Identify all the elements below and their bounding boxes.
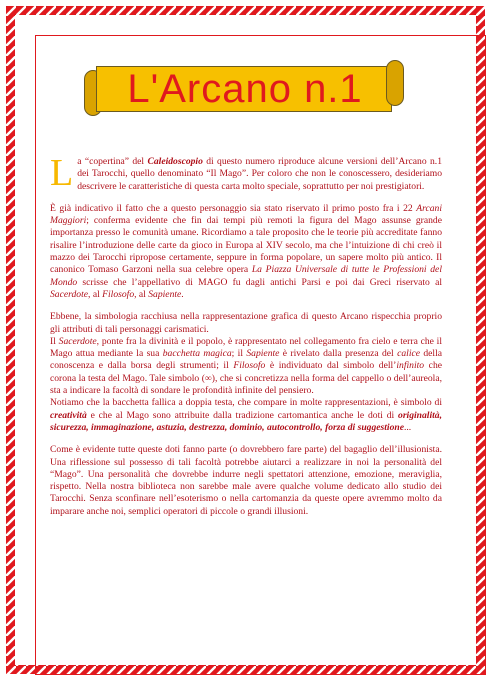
qualities-list: originalità, sicurezza, immaginazione, astuzia, destrezza, dominio, autocontrollo, forza di suggestione (50, 409, 442, 433)
term: calice (397, 348, 420, 360)
page-title: L'Arcano n.1 (127, 67, 363, 111)
paragraph-intro (50, 152, 442, 194)
text: ; conferma evidente che fin dai tempi più remoti la figura del Mago assunse grande importanza presso le comunità umane. Ricordiamo a tale proposito che le teorie più accreditate fanno risalire l’introduzione delle carte da gioco in Europa al XIV secolo, ma che l’intuizione di chi creò il mazzo dei Tarocchi ripropose certamente, seppure in forma popolare, un sapere molto più antico. Il canonico Tomaso Garzoni nella sua celebre opera (50, 215, 442, 276)
text: . (181, 288, 184, 300)
text: della conoscenza e dalla borsa degli strumenti; il (50, 348, 443, 372)
paragraph-symbolism (50, 311, 442, 434)
text: , al (134, 288, 149, 300)
term: Arcani Maggiori (50, 202, 442, 227)
text: È già indicativo il fatto che a questo personaggio sia stato riservato il primo posto fra i 22 (50, 202, 417, 214)
title-scroll-banner (80, 56, 410, 120)
text: Il (50, 335, 59, 347)
magazine-name: Caleidoscopio (147, 156, 203, 167)
term: creatività (50, 409, 87, 421)
book-title: La Piazza Universale di tutte le Professioni del Mondo (50, 264, 442, 288)
term: Filosofo (233, 360, 266, 372)
text: è individuato dal simbolo dell’ (265, 360, 397, 372)
term: Sapiente (148, 288, 182, 300)
term: Sapiente (246, 348, 280, 360)
text: ... (403, 421, 412, 433)
paragraph-history (50, 203, 442, 301)
text: Ebbene, la simbologia racchiusa nella rappresentazione grafica di questo Arcano rispecchia proprio gli attributi di tali personaggi carismatici. (50, 311, 442, 335)
text: e che al Mago sono attribuite dalla tradizione cartomantica anche le doti di (86, 409, 399, 421)
text: scrisse che l’appellativo di MAGO fu dagli antichi Parsi e poi dai Greci riservato al (77, 276, 442, 288)
text: ; il (231, 348, 247, 360)
drop-cap: L (50, 152, 74, 194)
text: è rivelato dalla presenza del (279, 348, 398, 360)
text: , al (88, 288, 103, 300)
text: , ponte fra la divinità e il popolo, è rappresentato nel collegamento fra cielo e terra che il Mago attua mediante la sua (50, 335, 443, 360)
text: che corona la testa del Mago. Tale simbolo (∞), che si concretizza nella forma del cappello o dell’aureola, sta a indicare la facoltà di sondare le profondità infinite del pensiero. (50, 360, 442, 397)
term: Sacerdote (58, 335, 97, 347)
term: bacchetta magica (162, 348, 232, 360)
term: infinito (396, 360, 425, 372)
term: Filosofo (102, 288, 135, 300)
article-body (50, 152, 443, 528)
text: Notiamo che la bacchetta fallica a doppia testa, che compare in molte rappresentazioni, è simbolo di (50, 397, 442, 409)
text: di questo numero riproduce alcune versioni dell’Arcano n.1 dei Tarocchi, quello denominato “Il Mago”. Per coloro che non le conoscessero, desideriamo descrivere le caratteristiche di questa carta molto speciale, soprattutto per noi prestigiatori. (77, 156, 442, 192)
text: a “copertina” del (77, 156, 148, 167)
paragraph-conclusion: Come è evidente tutte queste doti fanno parte (o dovrebbero fare parte) del bagaglio dell’illusionista. Una riflessione sul possesso di tali facoltà potrebbe aiutarci a realizzare in noi la personalità del “Mago”. Una personalità che dovrebbe indurre negli spettatori attenzione, emozione, meraviglia, rispetto. Nella nostra biblioteca non sarebbe male avere qualche volume dedicato allo studio dei Tarocchi. Senza sconfinare nell’esoterismo o nella cartomanzia da queste opere avremmo molto da imparare anche noi, semplici operatori di piccole o grandi illusioni. (50, 444, 442, 517)
term: Sacerdote (50, 288, 89, 300)
